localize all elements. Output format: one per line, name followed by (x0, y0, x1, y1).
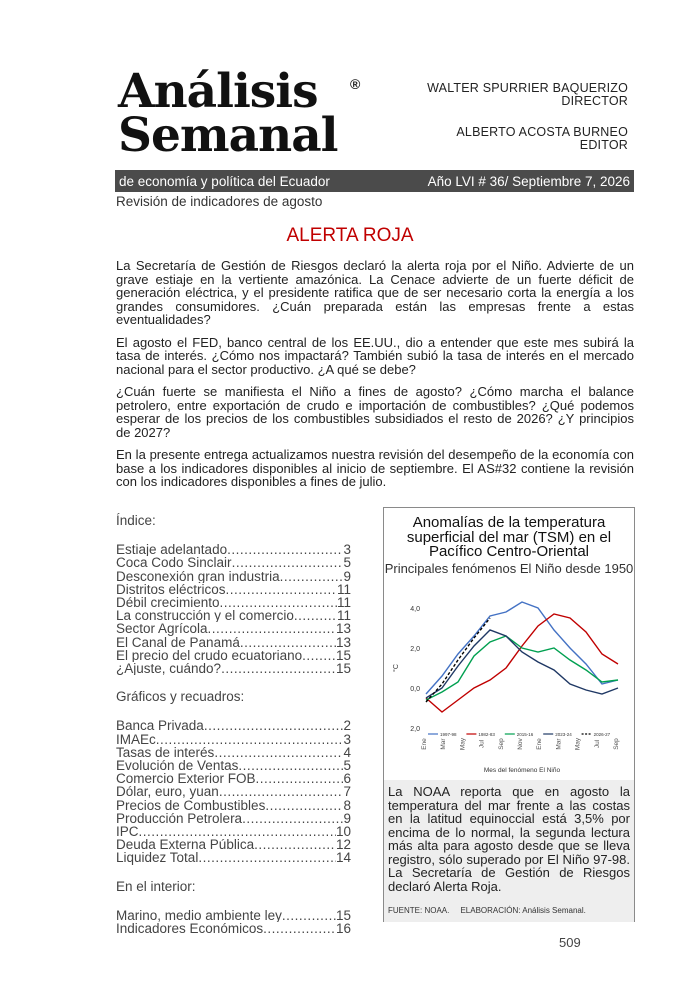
director-name: WALTER SPURRIER BAQUERIZO (427, 81, 628, 95)
caption-text: La NOAA reporta que en agosto la temperatura del mar frente a las costas en la latitud equinoccial está 3,5% por encima de lo normal, la segunda lectura más alta para agosto desde que se lleva registro, sólo superado por El Niño 97-98. La Secretaría de Gestión de Riesgos declaró Alerta Roja. (388, 784, 630, 894)
index-entry-title: El precio del crudo ecuatoriano (116, 648, 303, 663)
index-entry-leader (238, 759, 343, 772)
index-list (116, 543, 351, 675)
index-entry-title: Coca Codo Sinclair (116, 556, 232, 570)
index-entry-title: Precios de Combustibles (116, 798, 266, 812)
index-entry (116, 909, 351, 922)
index-entry-page: 14 (335, 851, 351, 865)
index-entry-title: Sector Agrícola (116, 622, 208, 636)
index-entry (116, 636, 351, 649)
index-entry (116, 922, 351, 935)
index-entry-title: Estiaje adelantado (116, 543, 228, 557)
index-entry-page: 3 (343, 543, 351, 557)
logo-line-2: Semanal (118, 108, 338, 163)
index-entry-page: 11 (336, 609, 351, 623)
index-entry-page: 9 (343, 811, 351, 826)
index-entry-leader (232, 556, 344, 569)
index-entry-title: IPC (116, 825, 139, 839)
index-entry (116, 622, 351, 635)
series-line-2026-27 (426, 618, 490, 702)
y-axis-label: °C (393, 664, 400, 672)
registered-mark: ® (350, 76, 361, 92)
index-entry-page: 11 (336, 582, 351, 597)
index-entry (116, 609, 351, 622)
index-entry-leader (198, 851, 336, 864)
issue-subtitle: Revisión de indicadores de agosto (116, 194, 323, 209)
legend-label: 1982-83 (478, 732, 495, 737)
y-tick-label: 2,0 (410, 726, 420, 733)
index-entry (116, 838, 351, 851)
index-entry-leader (220, 596, 337, 609)
index-entry-title: Distritos eléctricos (116, 582, 226, 597)
index-entry-page: 3 (343, 732, 351, 746)
index-entry-page: 15 (335, 662, 351, 676)
x-tick-label: Nov (517, 738, 524, 750)
index-entry-title: Débil crecimiento (116, 596, 220, 610)
x-tick-label: Jul (478, 739, 486, 749)
logo-line-1: Análisis (118, 64, 318, 119)
index-entry-leader (221, 662, 336, 675)
index-entry-title: Dólar, euro, yuan (116, 785, 219, 799)
index-entry-page: 7 (343, 785, 351, 799)
series-line-1982-83 (426, 614, 618, 712)
x-tick-label: Jul (593, 739, 601, 749)
index-entry-title: Producción Petrolera (116, 811, 243, 826)
article-paragraph: La Secretaría de Gestión de Riesgos declaró la alerta roja por el Niño. Advierte de un grave estiaje en la vertiente amazónica. La Cenace advierte de un fuerte déficit de generación eléctrica, y el presidente ratifica que de ser necesario corta la energía a los grandes consumidores. ¿Cuán preparada están las empresas frente a estas eventualidades? (116, 258, 634, 327)
source-label: FUENTE: NOAA. (388, 906, 450, 915)
index-entry-page: 12 (335, 838, 351, 852)
index-entry (116, 746, 351, 759)
index-entry-leader (139, 825, 336, 838)
tagline: de economía y política del Ecuador (119, 173, 330, 189)
index-entry-page: 8 (343, 798, 351, 812)
x-tick-label: May (574, 737, 582, 751)
chart-subtitle: Principales fenómenos El Niño desde 1950 (384, 560, 634, 576)
x-tick-label: Mar (440, 738, 448, 750)
index-entry-leader (280, 570, 344, 583)
article-headline: ALERTA ROJA (286, 225, 414, 246)
index-entry-leader (156, 733, 344, 746)
director-title: DIRECTOR (561, 94, 628, 108)
article-paragraph: El agosto el FED, banco central de los EE.UU., dio a entender que este mes subirá la tasa de interés. ¿Cómo nos impactará? También subió la tasa de interés en el mercado nacional para el sector productivo. ¿A qué se debe? (116, 334, 634, 377)
index-entry-page: 15 (335, 648, 351, 663)
x-axis-label: Mes del fenómeno El Niño (483, 767, 561, 774)
index-entry-page: 4 (343, 745, 351, 760)
index-entry-leader (240, 636, 336, 649)
x-tick-label: May (459, 737, 467, 751)
interior-list (116, 909, 351, 935)
index-entry (116, 662, 351, 675)
index-entry-leader (265, 799, 343, 812)
index-entry-page: 5 (343, 759, 351, 773)
index-entry (116, 759, 351, 772)
article-paragraph: ¿Cuán fuerte se manifiesta el Niño a fines de agosto? ¿Cómo marcha el balance petrolero, entre exportación de crudo e importación de combustibles? ¿Qué podemos esperar de los precios de los combustibles subsidiados el resto de 2026? ¿Y principios de 2027? (116, 384, 634, 440)
masthead-band (115, 170, 634, 192)
legend-label: 1997-98 (440, 732, 457, 737)
index-entry-page: 9 (343, 569, 351, 583)
x-tick-label: Sep (497, 738, 505, 750)
index-entry (116, 570, 351, 583)
index-entry (116, 799, 351, 812)
index-entry-title: Desconexión gran industria (116, 569, 280, 583)
x-tick-label: Mar (555, 738, 563, 750)
index-entry-title: Tasas de interés (116, 745, 215, 760)
index-entry-leader (302, 649, 336, 662)
index-entry-title: Liquidez Total (116, 851, 199, 865)
index-entry (116, 719, 351, 732)
y-tick-label: 4,0 (410, 606, 420, 613)
index-entry-title: IMAEc (116, 732, 156, 746)
index-entry (116, 583, 351, 596)
index-entry-leader (294, 609, 337, 622)
index-entry-title: La construcción y el comercio (116, 609, 294, 623)
legend-label: 2015-16 (516, 732, 534, 737)
index-entry-title: Deuda Externa Pública (116, 838, 255, 852)
index-entry-page: 13 (335, 622, 351, 636)
chart-caption (384, 780, 634, 922)
table-of-contents (116, 514, 351, 950)
graphs-heading: Gráficos y recuadros: (116, 689, 245, 705)
index-entry-page: 2 (343, 719, 351, 733)
index-entry-title: Banca Privada (116, 719, 204, 733)
index-heading: Índice: (116, 513, 156, 528)
index-entry-page: 16 (335, 922, 351, 936)
index-entry-leader (242, 812, 343, 825)
index-entry-title: Comercio Exterior FOB (116, 772, 256, 786)
sst-line-chart (390, 600, 630, 782)
index-entry (116, 556, 351, 569)
index-entry (116, 851, 351, 864)
index-entry-page: 10 (335, 825, 351, 839)
index-entry-leader (256, 772, 344, 785)
index-entry-leader (219, 785, 344, 798)
index-entry (116, 733, 351, 746)
index-entry-leader (214, 746, 343, 759)
x-tick-label: Sep (613, 738, 620, 750)
editor-title: EDITOR (579, 138, 628, 152)
index-entry-title: ¿Ajuste, cuándo? (116, 662, 222, 676)
index-entry-leader (263, 922, 336, 935)
index-entry (116, 649, 351, 662)
issue-info: Año LVI # 36/ Septiembre 7, 2026 (427, 173, 630, 189)
legend-label: 2026-27 (593, 732, 611, 737)
index-entry (116, 596, 351, 609)
index-entry (116, 825, 351, 838)
article-paragraph: En la presente entrega actualizamos nuestra revisión del desempeño de la economía con base a los indicadores disponibles al inicio de septiembre. El AS#32 contiene la revisión con los indicadores disponibles a fines de julio. (116, 447, 634, 489)
chart-source (388, 904, 586, 918)
index-entry-leader (204, 719, 344, 732)
y-tick-label: 2,0 (410, 646, 420, 653)
index-entry-leader (282, 909, 336, 922)
index-entry-leader (226, 583, 337, 596)
legend-label: 2023-24 (555, 732, 572, 737)
staff-credits (427, 82, 628, 152)
index-entry-page: 15 (335, 908, 351, 923)
x-tick-label: Ene (536, 738, 544, 750)
index-entry-leader (208, 622, 336, 635)
page-number: 509 (559, 935, 581, 950)
interior-heading: En el interior: (116, 878, 196, 894)
sst-anomaly-box (383, 507, 635, 922)
index-entry (116, 812, 351, 825)
masthead-logo (118, 64, 378, 163)
x-tick-label: Ene (421, 738, 428, 750)
index-entry-title: Marino, medio ambiente ley (116, 908, 282, 923)
graphs-list (116, 719, 351, 864)
elaboration-label: ELABORACIÓN: Análisis Semanal. (460, 906, 586, 915)
index-entry-page: 5 (343, 556, 351, 570)
index-entry-leader (227, 543, 343, 556)
index-entry-page: 6 (343, 772, 351, 786)
index-entry-page: 11 (336, 596, 351, 610)
index-entry-title: El Canal de Panamá (116, 635, 240, 649)
y-tick-label: 0,0 (410, 686, 420, 693)
index-entry-leader (254, 838, 336, 851)
index-entry (116, 785, 351, 798)
index-entry-page: 13 (335, 635, 351, 649)
editor-name: ALBERTO ACOSTA BURNEO (456, 125, 628, 139)
index-entry-title: Evolución de Ventas (116, 759, 239, 773)
index-entry (116, 543, 351, 556)
chart-title: Anomalías de la temperatura superficial del mar (TSM) en el Pacífico Centro-Oriental (406, 514, 612, 560)
article-body (116, 259, 634, 498)
index-entry (116, 772, 351, 785)
index-entry-title: Indicadores Económicos (116, 922, 264, 936)
